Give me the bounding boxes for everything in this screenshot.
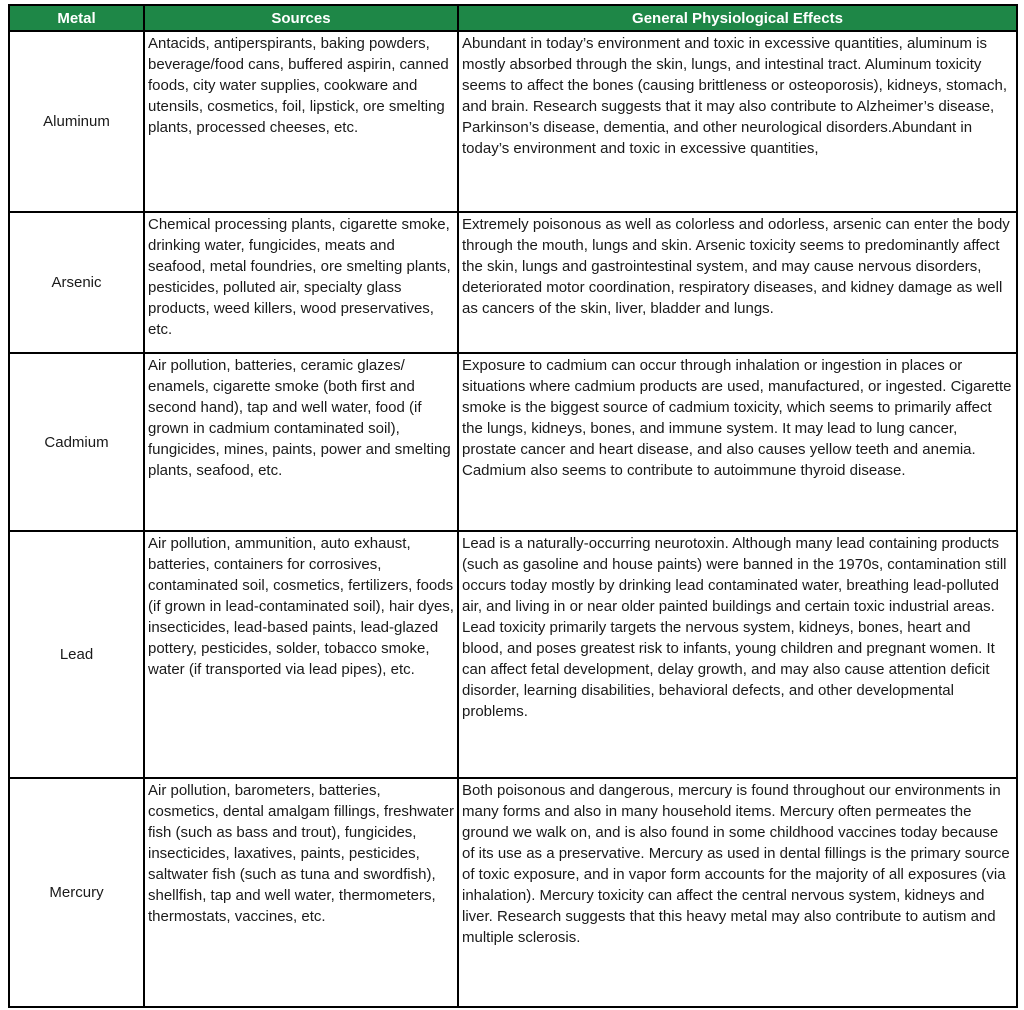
sources-text: Air pollution, barometers, batteries, cosmetics, dental amalgam fillings, freshwater fish (such as bass and trout), fungicides, insecticides, laxatives, paints, pesticides, saltwater fish (such as tuna and swordfish), shellfish, tap and well water, thermometers, thermostats, vaccines, etc.: [144, 778, 458, 1007]
effects-text: Extremely poisonous as well as colorless and odorless, arsenic can enter the body through the mouth, lungs and skin. Arsenic toxicity seems to predominantly affect the skin, lungs and gastrointestinal system, and may cause nervous disorders, deteriorated motor coordination, respiratory diseases, and kidney damage as well as cancers of the skin, liver, bladder and lungs.: [458, 212, 1017, 353]
sources-text: Air pollution, batteries, ceramic glazes/ enamels, cigarette smoke (both first and second hand), tap and well water, food (if grown in cadmium contaminated soil), fungicides, mines, paints, power and smelting plants, seafood, etc.: [144, 353, 458, 531]
metal-name: Cadmium: [9, 353, 144, 531]
table-row-arsenic: [9, 212, 1017, 353]
sources-text: Chemical processing plants, cigarette smoke, drinking water, fungicides, meats and seafood, metal foundries, ore smelting plants, pesticides, polluted air, specialty glass products, weed killers, wood preservatives, etc.: [144, 212, 458, 353]
table-row-aluminum: [9, 31, 1017, 212]
effects-text: Both poisonous and dangerous, mercury is found throughout our environments in many forms and also in many household items. Mercury often permeates the ground we walk on, and is also found in some childhood vaccines today because of its use as a preservative. Mercury as used in dental fillings is the primary source of toxic exposure, and in vapor form accounts for the majority of all exposures (via inhalation). Mercury toxicity can affect the central nervous system, kidneys and liver. Research suggests that this heavy metal may also contribute to autism and multiple sclerosis.: [458, 778, 1017, 1007]
metal-name: Mercury: [9, 778, 144, 1007]
effects-text: Lead is a naturally-occurring neurotoxin. Although many lead containing products (such as gasoline and house paints) were banned in the 1970s, contamination still occurs today mostly by drinking lead contaminated water, breathing lead-polluted air, and living in or near older painted buildings and certain toxic industrial areas. Lead toxicity primarily targets the nervous system, kidneys, bones, heart and blood, and poses greatest risk to infants, young children and pregnant women. It can affect fetal development, delay growth, and may also cause attention deficit disorder, learning disabilities, behavioral defects, and other developmental problems.: [458, 531, 1017, 778]
metal-name: Aluminum: [9, 31, 144, 212]
table-row-lead: [9, 531, 1017, 778]
header-row: [9, 5, 1017, 31]
table-row-mercury: [9, 778, 1017, 1007]
heavy-metals-table: [8, 4, 1018, 1008]
sources-text: Air pollution, ammunition, auto exhaust, batteries, containers for corrosives, contaminated soil, cosmetics, fertilizers, foods (if grown in lead-contaminated soil), hair dyes, insecticides, lead-based paints, lead-glazed pottery, pesticides, solder, tobacco smoke, water (if transported via lead pipes), etc.: [144, 531, 458, 778]
sources-text: Antacids, antiperspirants, baking powders, beverage/food cans, buffered aspirin, canned foods, city water supplies, cookware and utensils, cosmetics, foil, lipstick, ore smelting plants, processed cheeses, etc.: [144, 31, 458, 212]
header-effects: General Physiological Effects: [458, 5, 1017, 31]
metal-name: Lead: [9, 531, 144, 778]
effects-text: Abundant in today’s environment and toxic in excessive quantities, aluminum is mostly absorbed through the skin, lungs, and intestinal tract. Aluminum toxicity seems to affect the bones (causing brittleness or osteoporosis), kidneys, stomach, and brain. Research suggests that it may also contribute to Alzheimer’s disease, Parkinson’s disease, dementia, and other neurological disorders.Abundant in today’s environment and toxic in excessive quantities,: [458, 31, 1017, 212]
effects-text: Exposure to cadmium can occur through inhalation or ingestion in places or situations where cadmium products are used, manufactured, or ingested. Cigarette smoke is the biggest source of cadmium toxicity, which seems to primarily affect the lungs, kidneys, bones, and immune system. It may lead to lung cancer, prostate cancer and heart disease, and also causes yellow teeth and anemia. Cadmium also seems to contribute to autoimmune thyroid disease.: [458, 353, 1017, 531]
table-row-cadmium: [9, 353, 1017, 531]
header-sources: Sources: [144, 5, 458, 31]
header-metal: Metal: [9, 5, 144, 31]
metal-name: Arsenic: [9, 212, 144, 353]
